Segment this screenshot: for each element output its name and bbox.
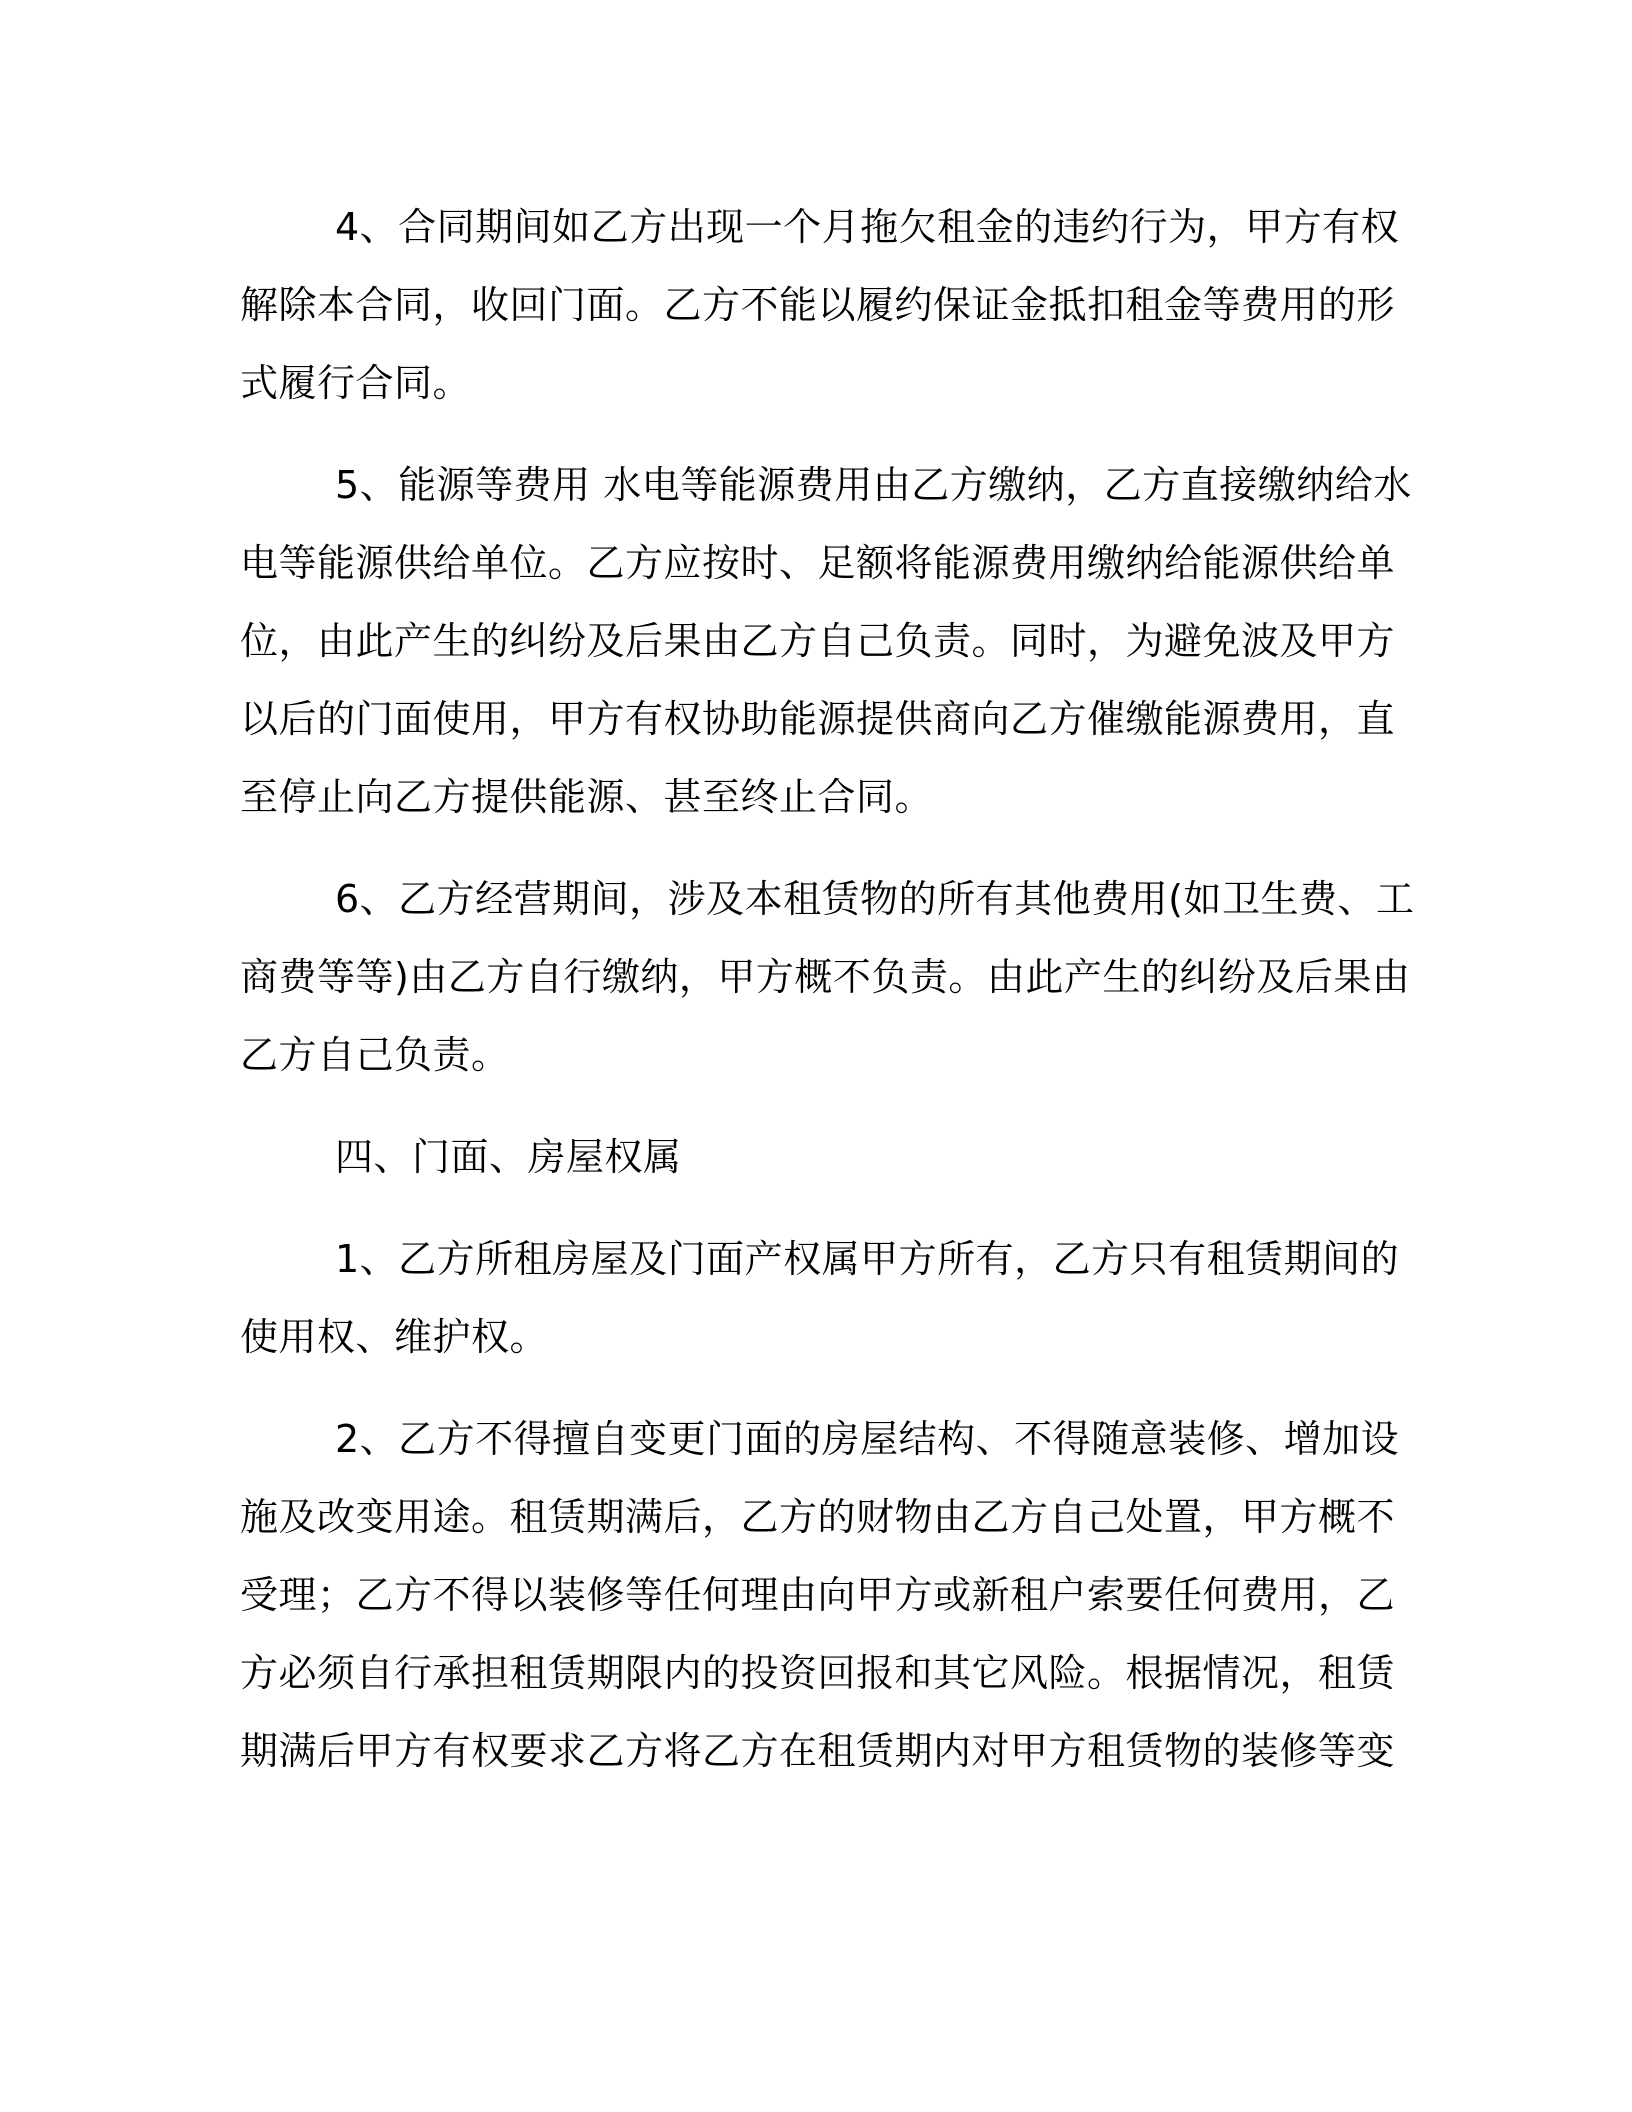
text-line: 位，由此产生的纠纷及后果由乙方自己负责。同时，为避免波及甲方 bbox=[240, 619, 1396, 663]
document-page bbox=[240, 188, 1415, 1790]
text-line: 至停止向乙方提供能源、甚至终止合同。 bbox=[240, 775, 934, 819]
text-line: 式履行合同。 bbox=[240, 361, 472, 405]
clause-5-paragraph bbox=[240, 446, 1412, 836]
text-line: 施及改变用途。租赁期满后，乙方的财物由乙方自己处置，甲方概不 bbox=[240, 1495, 1396, 1539]
paragraph-gap bbox=[240, 1094, 1384, 1118]
text-line: 方必须自行承担租赁期限内的投资回报和其它风险。根据情况，租赁 bbox=[240, 1651, 1396, 1695]
paragraph-gap bbox=[240, 422, 1384, 446]
text-line: 4、合同期间如乙方出现一个月拖欠租金的违约行为，甲方有权 bbox=[335, 205, 1400, 249]
text-line: 使用权、维护权。 bbox=[240, 1315, 549, 1359]
clause-6-paragraph bbox=[240, 860, 1415, 1094]
section-heading-text: 四、门面、房屋权属 bbox=[335, 1135, 682, 1179]
text-line: 期满后甲方有权要求乙方将乙方在租赁期内对甲方租赁物的装修等变 bbox=[240, 1729, 1396, 1773]
text-line: 5、能源等费用 水电等能源费用由乙方缴纳，乙方直接缴纳给水 bbox=[335, 463, 1412, 507]
text-line: 解除本合同，收回门面。乙方不能以履约保证金抵扣租金等费用的形 bbox=[240, 283, 1396, 327]
text-line: 电等能源供给单位。乙方应按时、足额将能源费用缴纳给能源供给单 bbox=[240, 541, 1396, 585]
text-line: 商费等等)由乙方自行缴纳，甲方概不负责。由此产生的纠纷及后果由 bbox=[240, 955, 1411, 999]
clause-4-paragraph bbox=[240, 188, 1400, 422]
text-line: 2、乙方不得擅自变更门面的房屋结构、不得随意装修、增加设 bbox=[335, 1417, 1400, 1461]
paragraph-gap bbox=[240, 1196, 1384, 1220]
text-line: 6、乙方经营期间，涉及本租赁物的所有其他费用(如卫生费、工 bbox=[335, 877, 1415, 921]
text-line: 乙方自己负责。 bbox=[240, 1033, 510, 1077]
paragraph-gap bbox=[240, 836, 1384, 860]
ownership-clause-2-paragraph bbox=[240, 1400, 1400, 1790]
text-line: 以后的门面使用，甲方有权协助能源提供商向乙方催缴能源费用，直 bbox=[240, 697, 1396, 741]
paragraph-gap bbox=[240, 1376, 1384, 1400]
ownership-clause-1-paragraph bbox=[240, 1220, 1400, 1376]
section-heading bbox=[240, 1118, 1384, 1196]
text-line: 1、乙方所租房屋及门面产权属甲方所有，乙方只有租赁期间的 bbox=[335, 1237, 1400, 1281]
text-line: 受理；乙方不得以装修等任何理由向甲方或新租户索要任何费用，乙 bbox=[240, 1573, 1396, 1617]
